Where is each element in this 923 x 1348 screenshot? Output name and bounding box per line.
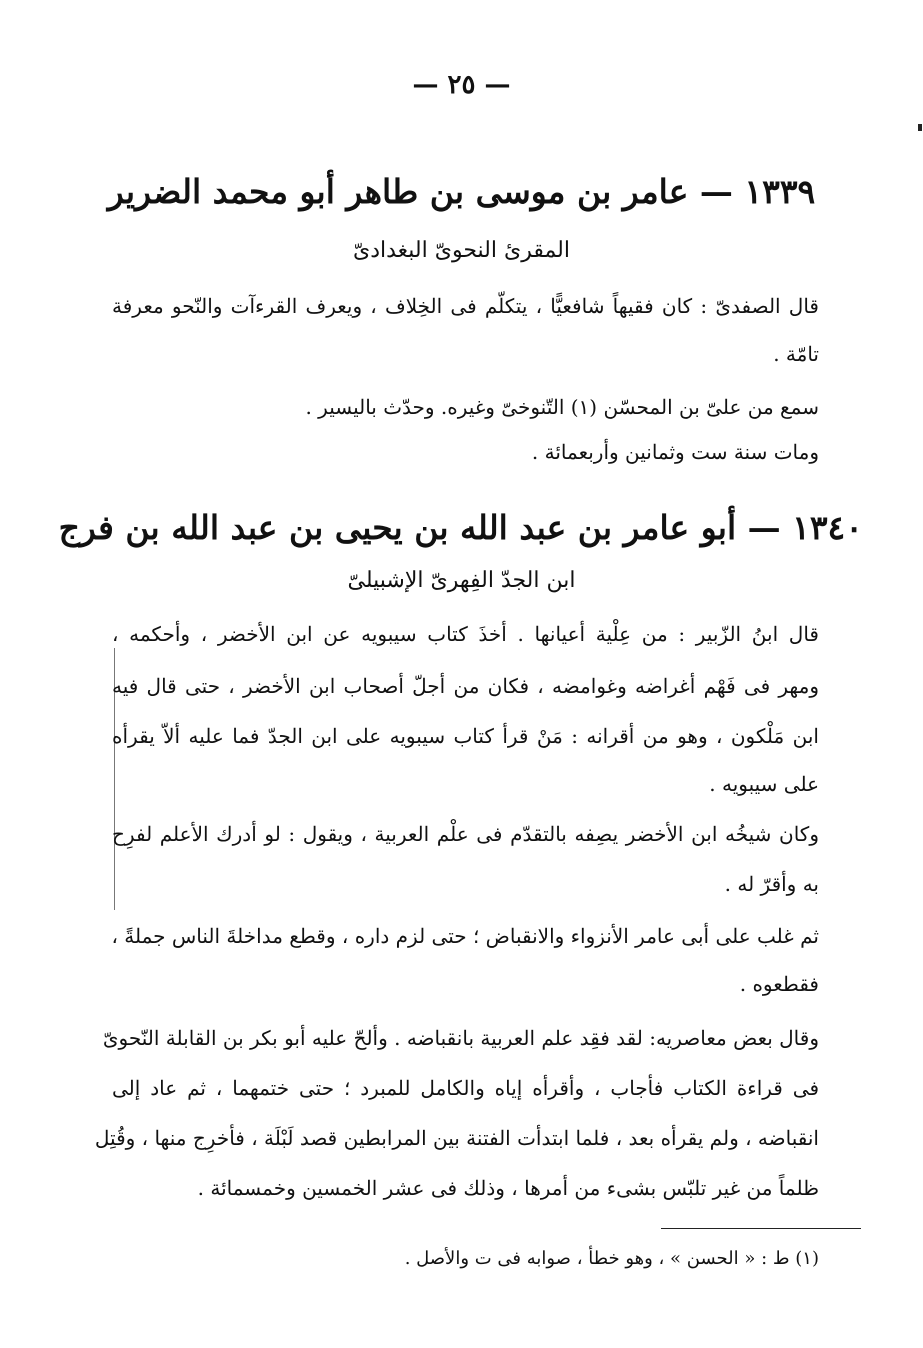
text-line: على سيبويه . — [709, 772, 819, 796]
text-line: به وأقرّ له . — [724, 872, 819, 896]
text-line: وقال بعض معاصريه: لقد فقِد علم العربية بانقباضه . وألحّ عليه أبو بكر بن القابلة النّحوىّ — [102, 1026, 819, 1050]
text-line: انقباضه ، ولم يقرأه بعد ، فلما ابتدأت الفتنة بين المرابطين قصد لَبْلَة ، فأخرِج منها ، وقُتِل — [94, 1126, 819, 1150]
entry-heading: ١٣٣٩ — عامر بن موسى بن طاهر أبو محمد الضرير — [107, 172, 816, 211]
text-line: سمع من علىّ بن المحسّن (١) التّنوخىّ وغيره. وحدّث باليسير . — [305, 395, 819, 419]
text-line: فقطعوه . — [739, 972, 819, 996]
text-line: فى قراءة الكتاب فأجاب ، وأقرأه إياه والكامل للمبرد ؛ حتى ختمهما ، ثم عاد إلى — [112, 1076, 819, 1100]
text-line: تامّة . — [773, 342, 819, 366]
text-line: ثم غلب على أبى عامر الأنزواء والانقباض ؛ حتى لزم داره ، وقطع مداخلةَ الناس جملةً ، — [111, 924, 819, 948]
page-number: — ٢٥ — — [412, 70, 511, 100]
text-line: وكان شيخُه ابن الأخضر يصِفه بالتقدّم فى علْم العربية ، ويقول : لو أدرك الأعلم لفرِح — [112, 822, 819, 846]
entry-heading: ١٣٤٠ — أبو عامر بن عبد الله بن يحيى بن عبد الله بن فرج — [58, 508, 863, 547]
text-line: ابن مَلْكون ، وهو من أقرانه : مَنْ قرأ كتاب سيبويه على ابن الجدّ فما عليه ألاّ يقرأه — [112, 724, 819, 748]
text-line: ظلماً من غير تلبّس بشىء من أمرها ، وذلك فى عشر الخمسين وخمسمائة . — [197, 1176, 819, 1200]
text-line: قال الصفدىّ : كان فقيهاً شافعيًّا ، يتكلّم فى الخِلاف ، ويعرف القرءآت والنّحو معرفة — [112, 294, 819, 318]
text-line: قال ابنُ الزّبير : من عِلْية أعيانها . أخذَ كتاب سيبويه عن ابن الأخضر ، وأحكمه ، — [112, 622, 819, 646]
text-line: ومهر فى فَهْم أغراضه وغوامضه ، فكان من أجلّ أصحاب ابن الأخضر ، حتى قال فيه — [112, 674, 819, 698]
entry-subheading: ابن الجدّ الفِهرىّ الإشبيلىّ — [347, 568, 576, 593]
edge-mark — [918, 124, 922, 131]
text-line: ومات سنة ست وثمانين وأربعمائة . — [531, 440, 819, 464]
footnote-rule — [661, 1228, 861, 1229]
footnote: (١) ط : « الحسن » ، وهو خطأ ، صوابه فى ت والأصل . — [404, 1248, 819, 1269]
entry-subheading: المقرئ النحوىّ البغدادىّ — [353, 238, 570, 263]
